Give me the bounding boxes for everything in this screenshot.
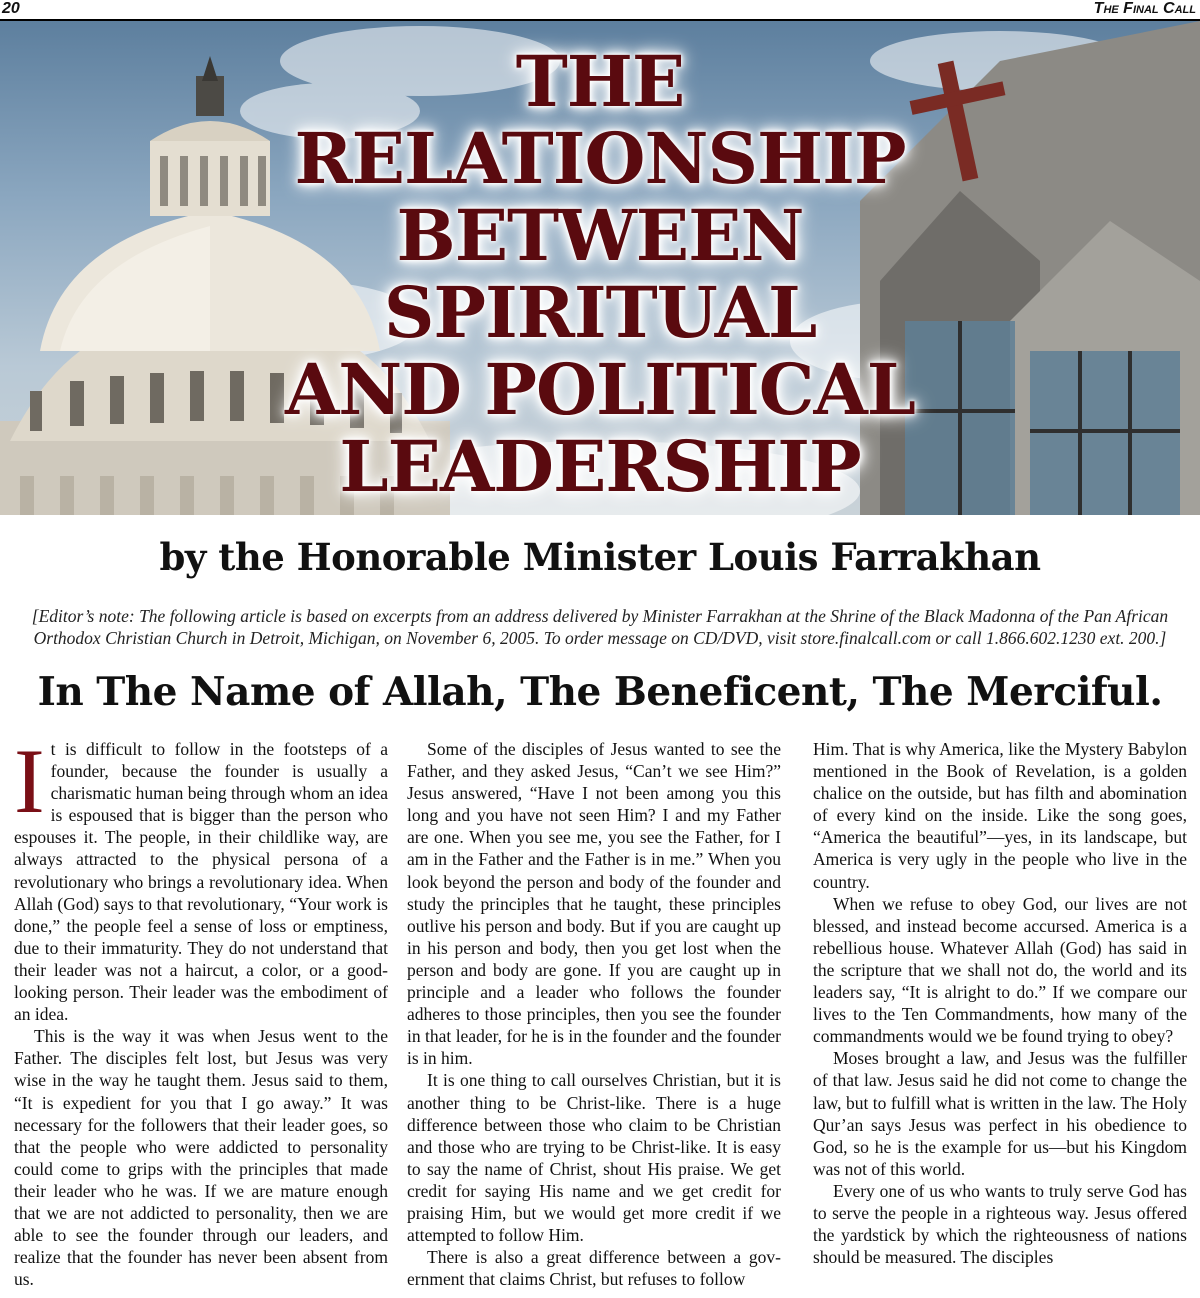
headline-line-5: AND POLITICAL: [284, 348, 916, 431]
publication-name: The Final Call: [1093, 0, 1196, 17]
salutation: In The Name of Allah, The Beneficent, The Merciful.: [37, 669, 1163, 715]
headline-line-4: SPIRITUAL: [383, 271, 817, 354]
headline-line-3: BETWEEN: [396, 194, 804, 277]
headline-line-2: RELATIONSHIP: [294, 117, 906, 200]
paragraph: When we refuse to obey God, our lives are not blessed, and instead become accursed. America is a rebellious house. Whatever Allah (God) has said in the scripture that we shall not do, the world and its leaders say, “It is alright to do.” If we compare our lives to the Ten Commandments, how many of the commandments would we be found trying to obey?: [813, 893, 1187, 1047]
page-number: 20: [2, 0, 20, 17]
article-column-3: [813, 738, 1187, 1268]
paragraph: [14, 730, 388, 1025]
headline-banner: [0, 21, 1200, 515]
paragraph: Him. That is why America, like the Mystery Babylon mentioned in the Book of Revelation, is a golden chalice on the outside, but has filth and abomination of every kind on the inside. Like the song goes, “America the beautiful”—yes, in its landscape, but America is very ugly in the people who live in the country.: [813, 739, 1187, 892]
byline: by the Honorable Minister Louis Farrakhan: [159, 535, 1041, 579]
paragraph-text: t is difficult to follow in the footsteps of a founder, because the founder is usually a charismatic human being through whom an idea is espoused that is bigger than the person who espouses it. The people, in their childlike way, are always attracted to the physical persona of a revolutionary who brings a revolutionary idea. When Allah (God) says to that revolutionary, “Your work is done,” the people feel a sense of loss or emptiness, due to their immaturity. They do not understand that their leader was not a haircut, a color, or a good-looking person. Their leader was the embodiment of an idea.: [14, 739, 388, 1025]
headline-title: [240, 40, 960, 508]
headline-line-1: THE: [515, 40, 685, 123]
paragraph: It is one thing to call ourselves Christian, but it is another thing to be Christ-like. There is a huge difference between those who claim to be Christian and those who are trying to be Christ-like. It is easy to say the name of Christ, shout His praise. We get credit for saying His name and we get credit for praising Him, but we would get more credit if we attempted to follow Him.: [407, 1070, 781, 1246]
paragraph: Every one of us who wants to truly serve God has to serve the people in a righteous way. Jesus offered the yardstick by which the righteousness of nations should be measured. The disciples: [813, 1180, 1187, 1268]
drop-cap: I: [14, 730, 45, 832]
article-column-1: [14, 730, 388, 1290]
paragraph: Moses brought a law, and Jesus was the fulfiller of that law. Jesus said he did not come to change the law, but to fulfill what is written in the law. The Holy Qur’an says Jesus was perfect in his obedience to God, so he is the example for us—but his Kingdom was not of this world.: [813, 1048, 1187, 1179]
paragraph: This is the way it was when Jesus went to the Father. The disciples felt lost, but Jesus was very wise in the way he taught them. Jesus said to them, “It is expedient for you that I go away.” It was necessary for the followers that their leader goes, so that the people who were addicted to personality could come to grips with the principles that made their leader who he was. If we are mature enough that we are not addicted to personality, then we are able to see the founder through our leaders, and realize that the founder has never been absent from us.: [14, 1026, 388, 1290]
paragraph: Some of the disciples of Jesus wanted to see the Father, and they asked Jesus, “Can’t we see Him?” Jesus answered, “Have I not been among you this long and you have not seen Him? I and my Father are one. When you see me, you see the Father, for I am in the Father and the Father is in me.” When you look beyond the person and body of the founder and study the principles that he taught, these principles outlive his person and body. But if you are caught up in his person and body, then you get lost when the person and body are gone. If you are caught up in principle and a leader who follows the founder adheres to those principles, then you see the founder in that leader, for he is in the founder and the founder is in him.: [407, 739, 781, 1069]
article-column-2: [407, 738, 781, 1290]
page-header: [0, 0, 1200, 20]
editors-note: [Editor’s note: The following article is based on excerpts from an address delivered by Minister Farrakhan at the Shrine of the Black Madonna of the Pan African Orthodox Christian Church in Detroit, Michigan, on November 6, 2005. To order message on CD/DVD, visit store.finalcall.com or call 1.866.602.1230 ext. 200.]: [31, 606, 1169, 648]
headline-line-6: LEADERSHIP: [339, 425, 861, 508]
paragraph: There is also a great difference between a government that claims Christ, but refuses to follow: [407, 1247, 781, 1290]
